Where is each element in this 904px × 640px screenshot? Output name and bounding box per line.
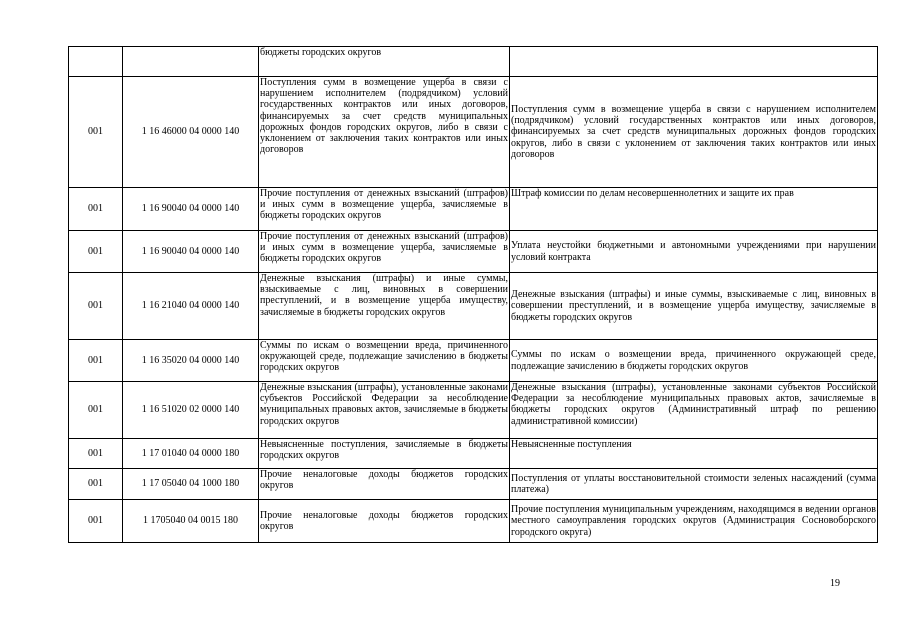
revenue-description-cell bbox=[510, 47, 878, 77]
revenue-name-cell: Прочие поступления от денежных взысканий (штрафов) и иных сумм в возмещение ущерба, зачисляемые в бюджеты городских округов bbox=[259, 188, 510, 231]
table-row bbox=[69, 439, 878, 469]
revenue-name-cell: Прочие неналоговые доходы бюджетов городских округов bbox=[259, 500, 510, 543]
table-row bbox=[69, 340, 878, 382]
page-number: 19 bbox=[830, 578, 840, 589]
kbk-code-cell: 1 16 90040 04 0000 140 bbox=[123, 188, 259, 231]
table-row bbox=[69, 47, 878, 77]
table-row bbox=[69, 469, 878, 500]
admin-code-cell: 001 bbox=[69, 439, 123, 469]
revenue-name-cell: Денежные взыскания (штрафы) и иные суммы, взыскиваемые с лиц, виновных в совершении преступлений, и в возмещение ущерба имуществу, зачисляемые в бюджеты городских округов bbox=[259, 273, 510, 340]
kbk-code-cell: 1 16 35020 04 0000 140 bbox=[123, 340, 259, 382]
admin-code-cell: 001 bbox=[69, 340, 123, 382]
revenue-name-cell: Суммы по искам о возмещении вреда, причиненного окружающей среде, подлежащие зачислению в бюджеты городских округов bbox=[259, 340, 510, 382]
admin-code-cell: 001 bbox=[69, 500, 123, 543]
revenue-description-cell: Поступления сумм в возмещение ущерба в связи с нарушением исполнителем (подрядчиком) условий государственных контрактов или иных договоров, финансируемых за счет средств муниципальных дорожных фондов городских округов, либо в связи с уклонением от заключения таких контрактов или иных договоров bbox=[510, 77, 878, 188]
revenue-description-cell: Уплата неустойки бюджетными и автономными учреждениями при нарушении условий контракта bbox=[510, 231, 878, 273]
kbk-code-cell: 1 17 05040 04 1000 180 bbox=[123, 469, 259, 500]
table-row bbox=[69, 77, 878, 188]
revenue-name-cell: бюджеты городских округов bbox=[259, 47, 510, 77]
revenue-description-cell: Поступления от уплаты восстановительной стоимости зеленых насаждений (сумма платежа) bbox=[510, 469, 878, 500]
revenue-description-cell: Штраф комиссии по делам несовершеннолетних и защите их прав bbox=[510, 188, 878, 231]
table-row bbox=[69, 231, 878, 273]
kbk-code-cell: 1 16 51020 02 0000 140 bbox=[123, 382, 259, 439]
revenue-description-cell: Суммы по искам о возмещении вреда, причиненного окружающей среде, подлежащие зачислению в бюджеты городских округов bbox=[510, 340, 878, 382]
admin-code-cell bbox=[69, 47, 123, 77]
revenue-codes-table bbox=[68, 46, 878, 543]
table-row bbox=[69, 382, 878, 439]
revenue-description-cell: Денежные взыскания (штрафы), установленные законами субъектов Российской Федерации за несоблюдение муниципальных правовых актов, зачисляемые в бюджеты городских округов (Административный штраф по решению административной комиссии) bbox=[510, 382, 878, 439]
revenue-name-cell: Невыясненные поступления, зачисляемые в бюджеты городских округов bbox=[259, 439, 510, 469]
table-row bbox=[69, 188, 878, 231]
revenue-description-cell: Прочие поступления муниципальным учреждениям, находящимся в ведении органов местного самоуправления городских округов (Администрация Сосновоборского городского округа) bbox=[510, 500, 878, 543]
table-row bbox=[69, 500, 878, 543]
kbk-code-cell: 1 16 21040 04 0000 140 bbox=[123, 273, 259, 340]
revenue-name-cell: Прочие поступления от денежных взысканий (штрафов) и иных сумм в возмещение ущерба, зачисляемые в бюджеты городских округов bbox=[259, 231, 510, 273]
admin-code-cell: 001 bbox=[69, 188, 123, 231]
admin-code-cell: 001 bbox=[69, 273, 123, 340]
kbk-code-cell: 1 1705040 04 0015 180 bbox=[123, 500, 259, 543]
revenue-name-cell: Денежные взыскания (штрафы), установленные законами субъектов Российской Федерации за несоблюдение муниципальных правовых актов, зачисляемые в бюджеты городских округов bbox=[259, 382, 510, 439]
revenue-name-cell: Прочие неналоговые доходы бюджетов городских округов bbox=[259, 469, 510, 500]
admin-code-cell: 001 bbox=[69, 382, 123, 439]
table-row bbox=[69, 273, 878, 340]
revenue-description-cell: Невыясненные поступления bbox=[510, 439, 878, 469]
admin-code-cell: 001 bbox=[69, 77, 123, 188]
kbk-code-cell bbox=[123, 47, 259, 77]
revenue-name-cell: Поступления сумм в возмещение ущерба в связи с нарушением исполнителем (подрядчиком) условий государственных контрактов или иных договоров, финансируемых за счет средств муниципальных дорожных фондов городских округов, либо в связи с уклонением от заключения таких контрактов или иных договоров bbox=[259, 77, 510, 188]
kbk-code-cell: 1 16 90040 04 0000 140 bbox=[123, 231, 259, 273]
kbk-code-cell: 1 16 46000 04 0000 140 bbox=[123, 77, 259, 188]
admin-code-cell: 001 bbox=[69, 231, 123, 273]
kbk-code-cell: 1 17 01040 04 0000 180 bbox=[123, 439, 259, 469]
admin-code-cell: 001 bbox=[69, 469, 123, 500]
revenue-description-cell: Денежные взыскания (штрафы) и иные суммы, взыскиваемые с лиц, виновных в совершении преступлений, и в возмещение ущерба имуществу, зачисляемые в бюджеты городских округов bbox=[510, 273, 878, 340]
